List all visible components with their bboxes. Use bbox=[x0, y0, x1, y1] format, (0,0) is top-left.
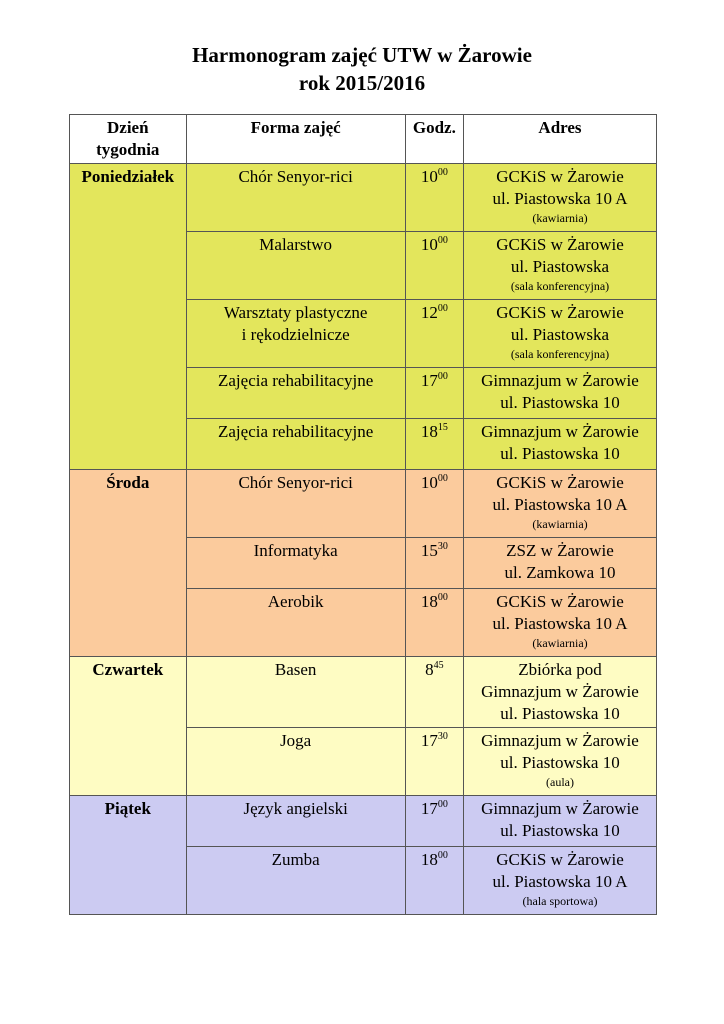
address-line: Gimnazjum w Żarowie bbox=[481, 371, 639, 390]
address-line: Gimnazjum w Żarowie bbox=[481, 682, 639, 701]
address-note: (sala konferencyjna) bbox=[510, 347, 610, 361]
activity-cell bbox=[186, 368, 405, 419]
time-minute: 00 bbox=[437, 473, 448, 484]
activity-cell bbox=[186, 470, 405, 538]
time-minute: 45 bbox=[433, 660, 444, 671]
address-cell bbox=[464, 796, 657, 847]
time-minute: 00 bbox=[437, 850, 448, 861]
address-line: ul. Piastowska 10 A bbox=[492, 495, 628, 514]
time-hour: 17 bbox=[420, 731, 438, 750]
address-line: GCKiS w Żarowie bbox=[496, 850, 624, 869]
address-line: Zbiórka pod bbox=[518, 660, 602, 679]
header-day-line-1: Dzień bbox=[107, 118, 149, 137]
time-minute: 00 bbox=[437, 235, 448, 246]
title-line-1: Harmonogram zajęć UTW w Żarowie bbox=[192, 43, 532, 67]
time-minute: 00 bbox=[437, 592, 448, 603]
title-line-2: rok 2015/2016 bbox=[298, 71, 426, 95]
activity-cell bbox=[186, 300, 405, 368]
schedule-row bbox=[70, 470, 657, 538]
address-line: ul. Piastowska 10 bbox=[500, 821, 620, 840]
address-line: ul. Piastowska bbox=[510, 257, 610, 276]
address-cell bbox=[464, 589, 657, 657]
time-minute: 00 bbox=[437, 799, 448, 810]
address-cell bbox=[464, 657, 657, 728]
time-cell bbox=[405, 847, 463, 915]
schedule-row bbox=[70, 657, 657, 728]
address-note: (hala sportowa) bbox=[522, 894, 598, 908]
address-line: ul. Piastowska 10 bbox=[500, 444, 620, 463]
activity-line: Chór Senyor-rici bbox=[238, 473, 353, 492]
time-hour: 18 bbox=[420, 592, 438, 611]
time-cell bbox=[405, 657, 463, 728]
time-cell bbox=[405, 368, 463, 419]
address-line: Gimnazjum w Żarowie bbox=[481, 422, 639, 441]
activity-cell bbox=[186, 419, 405, 470]
address-line: ul. Piastowska 10 A bbox=[492, 189, 628, 208]
header-row bbox=[70, 115, 657, 164]
activity-line: Język angielski bbox=[243, 799, 348, 818]
time-minute: 30 bbox=[437, 731, 448, 742]
time-cell bbox=[405, 470, 463, 538]
time-hour: 8 bbox=[425, 660, 434, 679]
activity-line: Zajęcia rehabilitacyjne bbox=[218, 371, 374, 390]
address-line: Gimnazjum w Żarowie bbox=[481, 731, 639, 750]
header-day bbox=[70, 115, 187, 164]
address-note: (kawiarnia) bbox=[532, 517, 588, 531]
activity-cell bbox=[186, 232, 405, 300]
time-cell bbox=[405, 538, 463, 589]
time-cell bbox=[405, 164, 463, 232]
header-time: Godz. bbox=[405, 115, 463, 164]
address-note: (kawiarnia) bbox=[532, 636, 588, 650]
time-hour: 17 bbox=[420, 799, 438, 818]
time-hour: 17 bbox=[420, 371, 438, 390]
address-cell bbox=[464, 232, 657, 300]
document-title bbox=[0, 41, 724, 97]
time-hour: 10 bbox=[420, 235, 438, 254]
time-cell bbox=[405, 419, 463, 470]
activity-line: Basen bbox=[274, 660, 317, 679]
activity-line: i rękodzielnicze bbox=[241, 325, 350, 344]
time-hour: 10 bbox=[420, 473, 438, 492]
address-cell bbox=[464, 164, 657, 232]
address-cell bbox=[464, 368, 657, 419]
schedule-row bbox=[70, 164, 657, 232]
schedule-row bbox=[70, 796, 657, 847]
day-cell: Piątek bbox=[70, 796, 187, 915]
time-hour: 18 bbox=[420, 422, 438, 441]
address-line: GCKiS w Żarowie bbox=[496, 167, 624, 186]
address-line: GCKiS w Żarowie bbox=[496, 473, 624, 492]
time-cell bbox=[405, 300, 463, 368]
time-hour: 12 bbox=[420, 303, 438, 322]
header-address: Adres bbox=[464, 115, 657, 164]
address-cell bbox=[464, 847, 657, 915]
schedule-body bbox=[70, 164, 657, 915]
activity-cell bbox=[186, 796, 405, 847]
time-hour: 15 bbox=[420, 541, 438, 560]
activity-cell bbox=[186, 589, 405, 657]
activity-line: Zajęcia rehabilitacyjne bbox=[218, 422, 374, 441]
time-cell bbox=[405, 796, 463, 847]
time-hour: 10 bbox=[420, 167, 438, 186]
time-cell bbox=[405, 728, 463, 796]
activity-line: Malarstwo bbox=[259, 235, 332, 254]
time-minute: 30 bbox=[437, 541, 448, 552]
address-cell bbox=[464, 538, 657, 589]
activity-line: Chór Senyor-rici bbox=[238, 167, 353, 186]
address-line: ul. Piastowska 10 A bbox=[492, 614, 628, 633]
schedule-table bbox=[69, 114, 657, 915]
activity-line: Zumba bbox=[271, 850, 320, 869]
address-cell bbox=[464, 419, 657, 470]
day-cell: Środa bbox=[70, 470, 187, 657]
address-cell bbox=[464, 470, 657, 538]
activity-cell bbox=[186, 728, 405, 796]
address-line: ul. Piastowska 10 bbox=[500, 393, 620, 412]
activity-line: Warsztaty plastyczne bbox=[223, 303, 368, 322]
time-cell bbox=[405, 589, 463, 657]
time-minute: 00 bbox=[437, 167, 448, 178]
activity-line: Informatyka bbox=[253, 541, 338, 560]
activity-cell bbox=[186, 164, 405, 232]
time-minute: 00 bbox=[437, 303, 448, 314]
address-line: GCKiS w Żarowie bbox=[496, 235, 624, 254]
time-minute: 00 bbox=[437, 371, 448, 382]
time-cell bbox=[405, 232, 463, 300]
address-line: GCKiS w Żarowie bbox=[496, 303, 624, 322]
activity-line: Aerobik bbox=[267, 592, 324, 611]
activity-cell bbox=[186, 538, 405, 589]
address-note: (aula) bbox=[546, 775, 574, 789]
day-cell: Czwartek bbox=[70, 657, 187, 796]
activity-cell bbox=[186, 847, 405, 915]
activity-cell bbox=[186, 657, 405, 728]
address-line: ul. Piastowska bbox=[510, 325, 610, 344]
time-hour: 18 bbox=[420, 850, 438, 869]
time-minute: 15 bbox=[437, 422, 448, 433]
address-note: (kawiarnia) bbox=[532, 211, 588, 225]
address-line: ul. Piastowska 10 bbox=[500, 704, 620, 723]
address-cell bbox=[464, 728, 657, 796]
address-line: ul. Piastowska 10 A bbox=[492, 872, 628, 891]
address-note: (sala konferencyjna) bbox=[510, 279, 610, 293]
address-line: Gimnazjum w Żarowie bbox=[481, 799, 639, 818]
address-cell bbox=[464, 300, 657, 368]
header-day-line-2: tygodnia bbox=[96, 140, 160, 159]
address-line: ul. Piastowska 10 bbox=[500, 753, 620, 772]
address-line: GCKiS w Żarowie bbox=[496, 592, 624, 611]
address-line: ZSZ w Żarowie bbox=[506, 541, 614, 560]
header-activity: Forma zajęć bbox=[186, 115, 405, 164]
day-cell: Poniedziałek bbox=[70, 164, 187, 470]
activity-line: Joga bbox=[280, 731, 312, 750]
address-line: ul. Zamkowa 10 bbox=[504, 563, 616, 582]
